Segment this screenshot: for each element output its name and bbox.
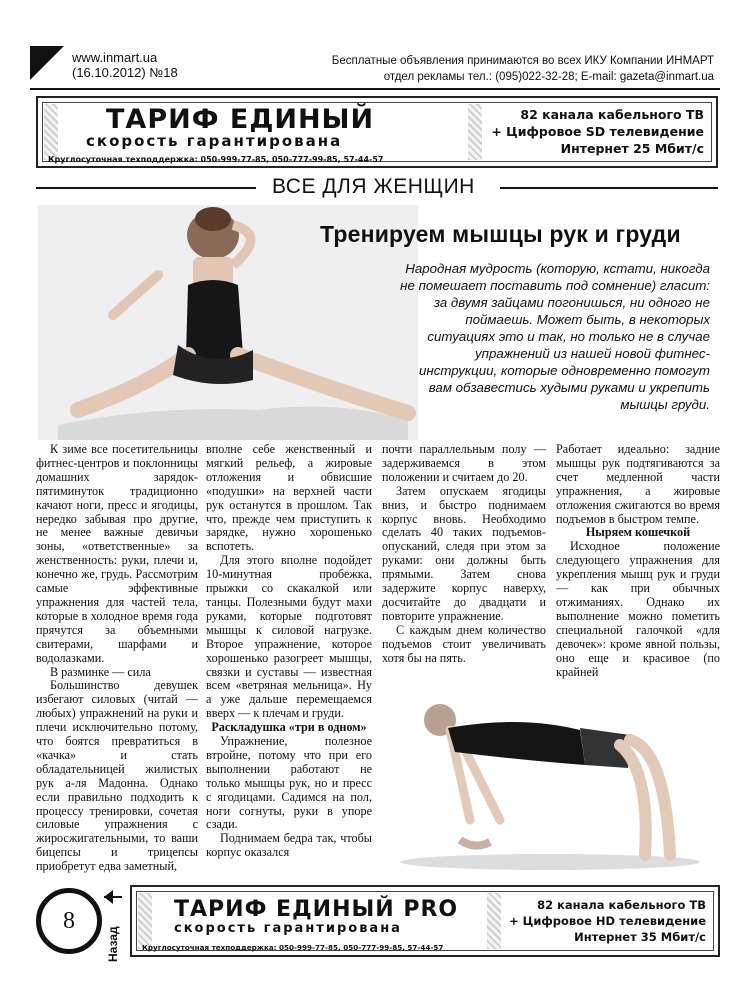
banner-support: Круглосуточная техподдержка: 050-999-77-85, 050-777-99-85, 57-44-57 <box>142 943 444 952</box>
article-title: Тренируем мышцы рук и груди <box>320 221 681 247</box>
paragraph: Работает идеально: задние мышцы рук подтягиваются за счет медленной части упражнения, а жировые отложения сжигаются во время подъемов в быстром темпе. <box>556 442 720 526</box>
notice-line-1: Бесплатные объявления принимаются во всех ИКУ Компании ИНМАРТ <box>331 55 714 67</box>
page-number <box>36 888 102 954</box>
site-url[interactable]: www.inmart.ua <box>72 50 158 65</box>
subheading-inline: В разминке — сила <box>50 664 151 679</box>
banner-hatch-left <box>44 104 58 160</box>
paragraph: вполне себе женственный и мягкий рельеф, а жировые отложения и обвисшие «подушки» на верхней части рук останутся в прошлом. Так что, прежде чем приступить к зарядке, нужно хорошенько вспотеть. <box>206 442 372 554</box>
paragraph: С каждым днем количество подъемов стоит увеличивать хотя бы на пять. <box>382 622 546 665</box>
paragraph: К зиме все посетительницы фитнес-центров и поклонницы домашних зарядок-пятиминуток традиционно качают ноги, пресс и ягодицы, нередко забывая про другие, не менее важные девичьи зоны, «ответственные» за женственность: руки, плечи и, конечно же, грудь. Рассмотрим самые эффективные упражнения для частей тела, которые в холодное время года прячутся за объемными свитерами, шарфами и водолазками. <box>36 442 198 665</box>
header-rule <box>30 88 720 90</box>
paragraph: Упражнение, полезное втройне, потому что при его выполнении работают не только мышцы рук, но и пресс с ягодицами. Садимся на пол, ноги согнуты, руки в упоре сзади. <box>206 734 372 832</box>
article-lead: Народная мудрость (которую, кстати, никогда не помешает поставить под сомнение) гласит: за двумя зайцами погонишься, ни одного не поймаешь. Может быть, в некоторых ситуациях это и так, но только не в случае упражнений из нашей новой фитнес-инструкции, которые одновременно помогут вам обзавестись худыми руками и укрепить мышцы груди. <box>400 261 710 412</box>
banner-title: ТАРИФ ЕДИНЫЙ <box>106 104 375 135</box>
offer-line-1: 82 канала кабельного ТВ <box>520 107 704 122</box>
paragraph: Исходное положение следующего упражнения для укрепления мышц рук и груди — как при обычных отжиманиях. Однако их выполнение можно пометить специальной галочкой «для девочек»: кроме явной пользы, оно еще и красивое (по крайней <box>556 539 720 679</box>
offer-line-1: 82 канала кабельного ТВ <box>537 898 706 912</box>
section-rule-right <box>500 187 718 189</box>
article-column-2 <box>206 443 372 860</box>
subheading-raskladushka: Раскладушка «три в одном» <box>211 720 367 735</box>
offer-line-3: Интернет 25 Мбит/с <box>560 141 704 156</box>
banner-hatch-mid <box>468 104 482 160</box>
banner-hatch-mid <box>487 893 501 949</box>
paragraph: Затем опускаем ягодицы вниз, и быстро поднимаем корпус вновь. Необходимо сделать 40 таких подъемов-опусканий, следя при этом за руками: они должны быть прямыми. Затем снова задержите корпус наверху, досчитайте до двадцати и повторите упражнение. <box>382 483 546 623</box>
banner-offer <box>509 897 706 945</box>
banner-support: Круглосуточная техподдержка: 050-999-77-85, 050-777-99-85, 57-44-57 <box>48 155 384 164</box>
issue-info <box>72 50 178 80</box>
offer-line-2: + Цифровое HD телевидение <box>509 914 706 928</box>
paragraph: Для этого вполне подойдет 10-минутная пробежка, прыжки со скакалкой или танцы. Полезными будут махи руками, которые подготовят мышцы к силовой нагрузке. Второе упражнение, которое хорошенько разогреет мышцы, связки и суставы — известная всем «ветряная мельница». Ну а уже дальше перемещаемся вверх — к плечам и груди. <box>206 553 372 721</box>
ads-notice <box>332 53 714 85</box>
corner-mark <box>30 46 64 80</box>
paragraph: почти параллельным полу — задерживаемся в этом положении и считаем до 20. <box>382 442 546 484</box>
article-column-1 <box>36 443 198 874</box>
section-title: ВСЕ ДЛЯ ЖЕНЩИН <box>272 175 475 198</box>
banner-hatch-left <box>138 893 152 949</box>
banner-subtitle: скорость гарантирована <box>174 921 402 936</box>
notice-line-2: отдел рекламы тел.: (095)022-32-28; E-mail: gazeta@inmart.ua <box>383 71 714 83</box>
subheading-koshechka: Ныряем кошечкой <box>585 525 691 540</box>
offer-line-3: Интернет 35 Мбит/с <box>574 930 706 944</box>
article-column-4 <box>556 443 720 679</box>
banner-title: ТАРИФ ЕДИНЫЙ PRO <box>174 897 459 922</box>
back-arrow-icon[interactable] <box>104 890 113 904</box>
bottom-ad-banner[interactable] <box>130 885 720 957</box>
top-ad-banner[interactable] <box>36 96 718 168</box>
reverse-plank-photo <box>380 690 720 875</box>
banner-subtitle: скорость гарантирована <box>86 132 343 150</box>
back-link[interactable]: Назад <box>106 926 120 962</box>
paragraph: Большинство девушек избегают силовых (читай — любых) упражнений на руки и плечи исключительно потому, что боятся превратиться в «качка» и стать обладательницей жилистых рук а-ля Мадонна. Однако если правильно подходить к процессу тренировки, сочетая силовые упражнения с жиросжигательными, то ваши бицепсы и трицепсы приобретут едва заметный, <box>36 678 198 874</box>
section-rule-left <box>36 187 256 189</box>
page-number-text: 8 <box>63 907 75 934</box>
banner-offer <box>491 106 704 157</box>
article-column-3 <box>382 443 546 666</box>
plank-figure <box>380 690 720 875</box>
paragraph: Поднимаем бедра так, чтобы корпус оказался <box>206 831 372 860</box>
issue-date: (16.10.2012) №18 <box>72 65 178 80</box>
offer-line-2: + Цифровое SD телевидение <box>491 124 704 139</box>
